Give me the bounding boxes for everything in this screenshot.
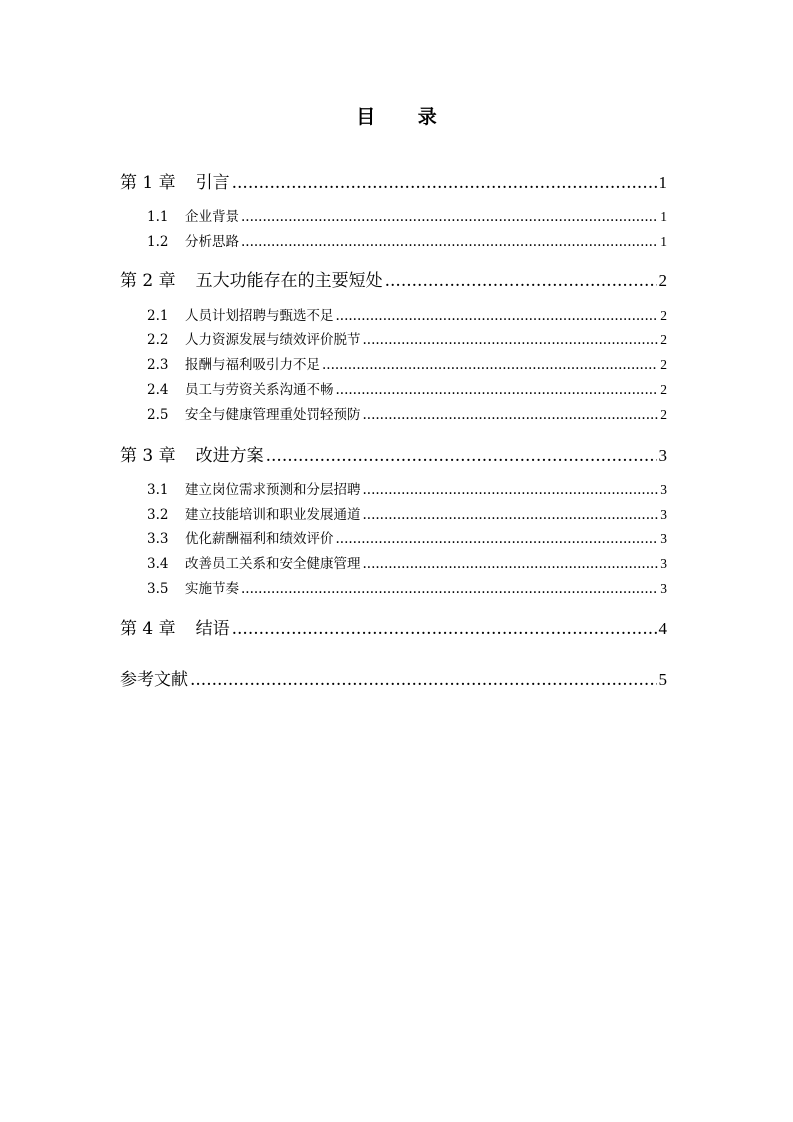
toc-entry-number: 第 2 章 [120, 271, 176, 291]
toc-entry-page: 3 [660, 507, 667, 522]
toc-entry-number: 2.1 [147, 308, 169, 324]
toc-entry-number: 3.5 [147, 581, 169, 597]
toc-entry-number: 2.5 [147, 407, 169, 423]
toc-leader-dots [336, 380, 659, 400]
toc-entry-page: 5 [658, 670, 667, 689]
toc-leader-dots [336, 306, 659, 326]
toc-entry-title: 优化薪酬福利和绩效评价 [185, 531, 334, 547]
toc-entry-title: 员工与劳资关系沟通不畅 [185, 382, 334, 398]
toc-leader-dots [266, 444, 657, 468]
toc-leader-dots [241, 207, 658, 227]
toc-entry-title: 报酬与福利吸引力不足 [185, 357, 320, 373]
toc-leader-dots [241, 232, 658, 252]
toc-entry-title: 结语 [195, 619, 230, 639]
toc-entry-title: 实施节奏 [185, 581, 239, 597]
toc-entry-page: 2 [660, 308, 667, 323]
toc-entry-chapter-1[interactable] [120, 171, 667, 195]
toc-entry-title: 参考文献 [120, 670, 188, 690]
toc-leader-dots [363, 505, 659, 525]
toc-entry-title: 建立技能培训和职业发展通道 [185, 507, 361, 523]
toc-entry-title: 人员计划招聘与甄选不足 [185, 308, 334, 324]
toc-entry-chapter-3[interactable] [120, 444, 667, 468]
toc-leader-dots [363, 405, 659, 425]
toc-entry-page: 1 [660, 234, 667, 249]
toc-entry-page: 3 [660, 531, 667, 546]
toc-leader-dots [363, 554, 659, 574]
toc-entry-title: 改进方案 [195, 446, 264, 466]
toc-entry-section-1-2[interactable] [147, 232, 667, 252]
toc-entry-number: 3.2 [147, 507, 169, 523]
toc-entry-chapter-2[interactable] [120, 269, 667, 293]
toc-entry-section-2-3[interactable] [147, 355, 667, 375]
toc-entry-section-3-5[interactable] [147, 579, 667, 599]
toc-entry-number: 2.3 [147, 357, 169, 373]
toc-entry-title: 引言 [195, 173, 230, 193]
toc-entry-page: 2 [660, 357, 667, 372]
toc-entry-page: 3 [660, 556, 667, 571]
toc-entry-references[interactable] [120, 668, 667, 692]
toc-entry-number: 3.4 [147, 556, 169, 572]
toc-entry-title: 改善员工关系和安全健康管理 [185, 556, 361, 572]
page-title: 目 录 [356, 106, 455, 128]
toc-entry-number: 第 4 章 [120, 619, 176, 639]
toc-entry-section-2-1[interactable] [147, 306, 667, 326]
toc-entry-number: 2.4 [147, 382, 169, 398]
toc-leader-dots [322, 355, 658, 375]
toc-entry-section-3-2[interactable] [147, 505, 667, 525]
toc-leader-dots [190, 668, 657, 692]
toc-entry-page: 1 [660, 209, 667, 224]
toc-entry-section-2-4[interactable] [147, 380, 667, 400]
toc-entry-number: 第 3 章 [120, 446, 176, 466]
toc-entry-title: 五大功能存在的主要短处 [195, 271, 383, 291]
toc-leader-dots [363, 330, 659, 350]
toc-entry-page: 2 [660, 382, 667, 397]
toc-leader-dots [232, 171, 657, 195]
toc-entry-title: 人力资源发展与绩效评价脱节 [185, 332, 361, 348]
toc-leader-dots [232, 617, 657, 641]
toc-entry-number: 1.2 [147, 234, 169, 250]
toc-entry-page: 4 [658, 619, 667, 638]
toc-leader-dots [385, 269, 657, 293]
toc-entry-page: 3 [660, 482, 667, 497]
toc-entry-number: 3.1 [147, 482, 169, 498]
toc-leader-dots [363, 480, 659, 500]
toc-entry-section-3-1[interactable] [147, 480, 667, 500]
toc-entry-section-2-5[interactable] [147, 405, 667, 425]
toc-entry-page: 1 [658, 173, 667, 192]
toc-entry-title: 分析思路 [185, 234, 239, 250]
toc-entry-page: 2 [660, 332, 667, 347]
toc-entry-title: 安全与健康管理重处罚轻预防 [185, 407, 361, 423]
toc-entry-section-1-1[interactable] [147, 207, 667, 227]
toc-entry-page: 3 [658, 446, 667, 465]
toc-leader-dots [336, 529, 659, 549]
toc-entry-title: 建立岗位需求预测和分层招聘 [185, 482, 361, 498]
toc-entry-section-3-3[interactable] [147, 529, 667, 549]
toc-entry-chapter-4[interactable] [120, 617, 667, 641]
toc-entry-number: 第 1 章 [120, 173, 176, 193]
toc-entry-number: 3.3 [147, 531, 169, 547]
toc-entry-section-3-4[interactable] [147, 554, 667, 574]
toc-entry-page: 2 [658, 271, 667, 290]
toc-entry-page: 2 [660, 407, 667, 422]
toc-entry-number: 1.1 [147, 209, 169, 225]
toc-entry-section-2-2[interactable] [147, 330, 667, 350]
toc-leader-dots [241, 579, 658, 599]
toc-entry-number: 2.2 [147, 332, 169, 348]
toc-entry-page: 3 [660, 581, 667, 596]
toc-entry-title: 企业背景 [185, 209, 239, 225]
